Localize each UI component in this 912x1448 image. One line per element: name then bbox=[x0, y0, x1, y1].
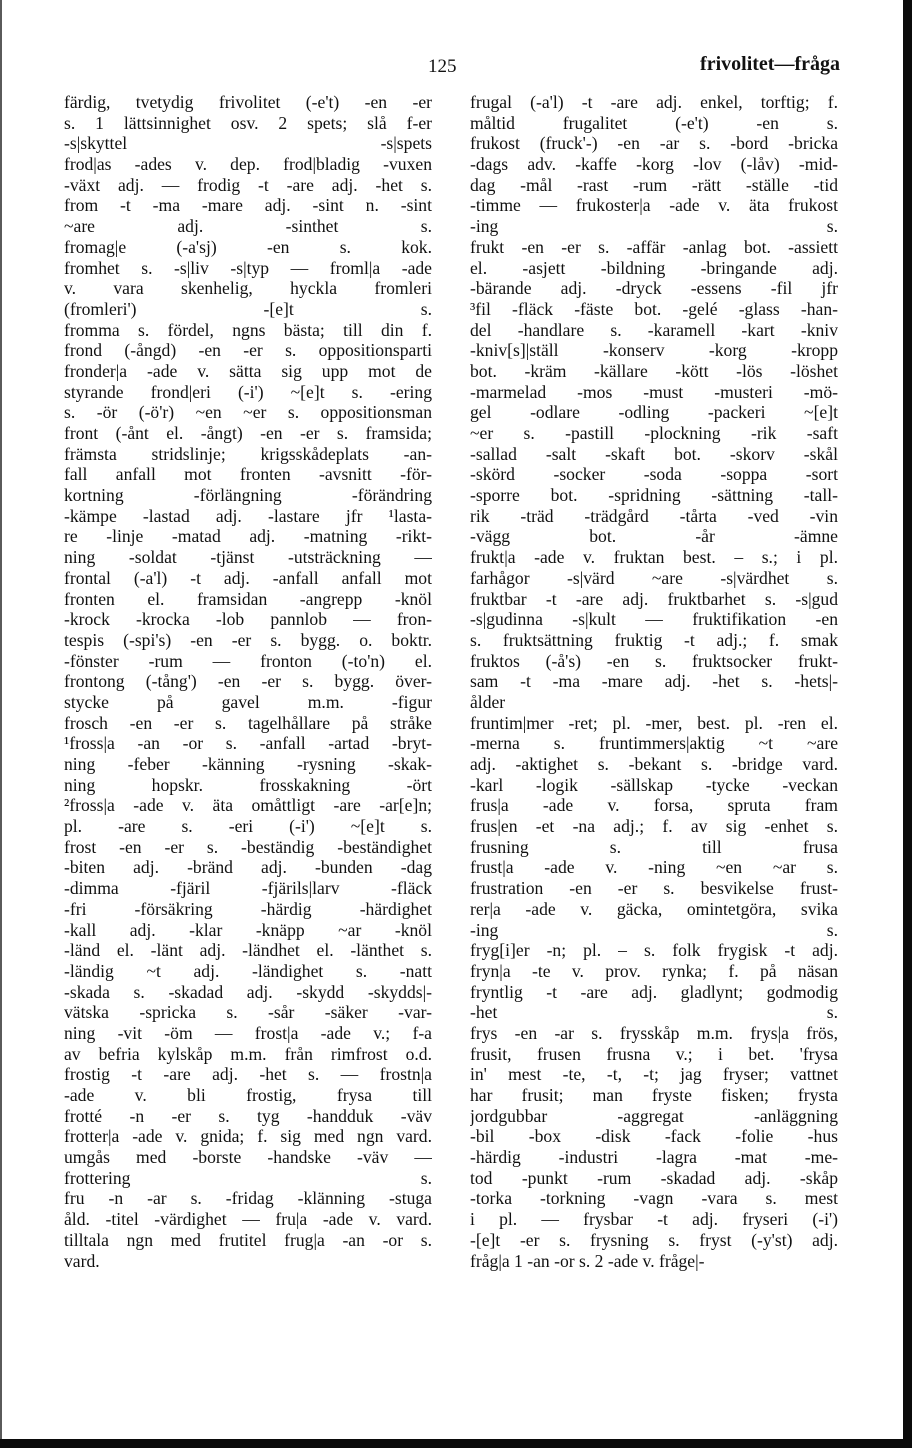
dictionary-line: -skada s. -skadad adj. -skydd -skydds|- bbox=[64, 981, 432, 1002]
dictionary-line: adj. -aktighet s. -bekant s. -bridge vard. bbox=[470, 754, 838, 774]
dictionary-line: v. vara skenhelig, hyckla fromleri bbox=[64, 278, 432, 299]
dictionary-line: fryn|a -te v. prov. rynka; f. på näsan bbox=[470, 960, 838, 981]
dictionary-line: s. 1 lättsinnighet osv. 2 spets; slå f-er bbox=[64, 112, 432, 133]
dictionary-line: frotter|a -ade v. gnida; f. sig med ngn vard. bbox=[64, 1126, 432, 1147]
dictionary-line: -bärande adj. -dryck -essens -fil jfr bbox=[470, 278, 838, 299]
dictionary-line: frukost (fruck'-) -en -ar s. -bord -bricka bbox=[470, 133, 838, 154]
right-column bbox=[470, 92, 838, 1271]
dictionary-line: -het s. bbox=[470, 1002, 838, 1023]
dictionary-line: frontong (-tång') -en -er s. bygg. över- bbox=[64, 671, 432, 692]
dictionary-line: fruntim|mer -ret; pl. -mer, best. pl. -ren el. bbox=[470, 712, 838, 733]
dictionary-line: frusit, frusen frusna v.; i bet. 'frysa bbox=[470, 1043, 838, 1064]
dictionary-line: ning -vit -öm — frost|a -ade v.; f-a bbox=[64, 1022, 432, 1043]
dictionary-line: ²fross|a -ade v. äta omåttligt -are -ar[e]n; bbox=[64, 795, 432, 816]
dictionary-line: -s|skyttel -s|spets bbox=[64, 133, 432, 154]
dictionary-line: frost -en -er s. -beständig -beständighet bbox=[64, 836, 432, 857]
dictionary-line: -kall adj. -klar -knäpp ~ar -knöl bbox=[64, 919, 432, 940]
dictionary-line: -ing s. bbox=[470, 216, 838, 237]
dictionary-line: -ländig ~t adj. -ländighet s. -natt bbox=[64, 960, 432, 981]
dictionary-line: främsta stridslinje; krigsskådeplats -an- bbox=[64, 443, 432, 464]
scan-edge-right bbox=[903, 0, 912, 1448]
dictionary-line: frust|a -ade v. -ning ~en ~ar s. bbox=[470, 857, 838, 878]
dictionary-line: (fromleri') -[e]t s. bbox=[64, 298, 432, 319]
dictionary-line: in' mest -te, -t, -t; jag fryser; vattnet bbox=[470, 1064, 838, 1085]
dictionary-line: s. -ör (-ö'r) ~en ~er s. oppositionsman bbox=[64, 402, 432, 423]
dictionary-line: fruktos (-å's) -en s. fruktsocker frukt- bbox=[470, 650, 838, 671]
dictionary-line: i pl. — frysbar -t adj. fryseri (-i') bbox=[470, 1209, 838, 1230]
dictionary-line: -s|gudinna -s|kult — fruktifikation -en bbox=[470, 609, 838, 630]
dictionary-line: ³fil -fläck -fäste bot. -gelé -glass -han- bbox=[470, 298, 838, 319]
dictionary-line: frugal (-a'l) -t -are adj. enkel, torftig; f. bbox=[470, 92, 838, 112]
dictionary-line: ¹fross|a -an -or s. -anfall -artad -bryt- bbox=[64, 733, 432, 754]
dictionary-line: -fönster -rum — fronton (-to'n) el. bbox=[64, 650, 432, 671]
dictionary-line: dag -mål -rast -rum -rätt -ställe -tid bbox=[470, 174, 838, 195]
dictionary-line: re -linje -matad adj. -matning -rikt- bbox=[64, 526, 432, 547]
dictionary-line: fronten el. framsidan -angrepp -knöl bbox=[64, 588, 432, 609]
dictionary-line: ning hopskr. frosskakning -ört bbox=[64, 774, 432, 795]
dictionary-line: åld. -titel -värdighet — fru|a -ade v. vard. bbox=[64, 1209, 432, 1230]
dictionary-line: -torka -torkning -vagn -vara s. mest bbox=[470, 1188, 838, 1209]
scan-edge-left bbox=[0, 0, 2, 1448]
dictionary-line: -dags adv. -kaffe -korg -lov (-låv) -mid- bbox=[470, 154, 838, 175]
dictionary-line: frottering s. bbox=[64, 1167, 432, 1188]
dictionary-line: -karl -logik -sällskap -tycke -veckan bbox=[470, 774, 838, 795]
dictionary-line: ~er s. -pastill -plockning -rik -saft bbox=[470, 423, 838, 443]
dictionary-line: -marmelad -mos -must -musteri -mö- bbox=[470, 381, 838, 402]
dictionary-line: -länd el. -länt adj. -ländhet el. -länthet s. bbox=[64, 940, 432, 961]
dictionary-line: fromag|e (-a'sj) -en s. kok. bbox=[64, 236, 432, 257]
dictionary-line: el. -asjett -bildning -bringande adj. bbox=[470, 257, 838, 278]
dictionary-line: tespis (-spi's) -en -er s. bygg. o. boktr. bbox=[64, 629, 432, 650]
page-number: 125 bbox=[428, 56, 457, 77]
dictionary-line: styrande frond|eri (-i') ~[e]t s. -ering bbox=[64, 381, 432, 402]
dictionary-line: tilltala ngn med frutitel frug|a -an -or s. bbox=[64, 1229, 432, 1250]
dictionary-line: -härdig -industri -lagra -mat -me- bbox=[470, 1147, 838, 1168]
dictionary-line: vätska -spricka s. -sår -säker -var- bbox=[64, 1002, 432, 1023]
dictionary-line: frosch -en -er s. tagelhållare på stråke bbox=[64, 712, 432, 733]
dictionary-line: sam -t -ma -mare adj. -het s. -hets|- bbox=[470, 671, 838, 692]
dictionary-line: -dimma -fjäril -fjärils|larv -fläck bbox=[64, 878, 432, 899]
dictionary-line: -växt adj. — frodig -t -are adj. -het s. bbox=[64, 174, 432, 195]
dictionary-line: -vägg bot. -år -ämne bbox=[470, 526, 838, 547]
dictionary-line: farhågor -s|värd ~are -s|värdhet s. bbox=[470, 567, 838, 588]
dictionary-line: fromhet s. -s|liv -s|typ — froml|a -ade bbox=[64, 257, 432, 278]
dictionary-line: frusning s. till frusa bbox=[470, 836, 838, 857]
dictionary-line: -merna s. fruntimmers|aktig ~t ~are bbox=[470, 733, 838, 754]
dictionary-line: fronder|a -ade v. sätta sig upp mot de bbox=[64, 360, 432, 381]
dictionary-line: ning -soldat -tjänst -utsträckning — bbox=[64, 547, 432, 568]
dictionary-line: del -handlare s. -karamell -kart -kniv bbox=[470, 319, 838, 340]
dictionary-line: fall anfall mot fronten -avsnitt -för- bbox=[64, 464, 432, 485]
dictionary-line: pl. -are s. -eri (-i') ~[e]t s. bbox=[64, 816, 432, 837]
dictionary-line: jordgubbar -aggregat -anläggning bbox=[470, 1105, 838, 1126]
dictionary-line: fromma s. fördel, ngns bästa; till din f. bbox=[64, 319, 432, 340]
dictionary-line: frod|as -ades v. dep. frod|bladig -vuxen bbox=[64, 154, 432, 175]
dictionary-line: umgås med -borste -handske -väv — bbox=[64, 1147, 432, 1168]
dictionary-line: frostig -t -are adj. -het s. — frostn|a bbox=[64, 1064, 432, 1085]
dictionary-line: rer|a -ade v. gäcka, omintetgöra, svika bbox=[470, 898, 838, 919]
scan-edge-bottom bbox=[0, 1439, 912, 1448]
dictionary-line: fryntlig -t -are adj. gladlynt; godmodig bbox=[470, 981, 838, 1002]
dictionary-line: fryg[i]er -n; pl. – s. folk frygisk -t adj. bbox=[470, 940, 838, 961]
dictionary-line: -krock -krocka -lob pannlob — fron- bbox=[64, 609, 432, 630]
dictionary-line: -fri -försäkring -härdig -härdighet bbox=[64, 898, 432, 919]
dictionary-line: frus|a -ade v. forsa, spruta fram bbox=[470, 795, 838, 816]
dictionary-line: frus|en -et -na adj.; f. av sig -enhet s. bbox=[470, 816, 838, 837]
dictionary-line: frukt -en -er s. -affär -anlag bot. -assiett bbox=[470, 236, 838, 257]
dictionary-line: frontal (-a'l) -t adj. -anfall anfall mot bbox=[64, 567, 432, 588]
dictionary-line: -sporre bot. -spridning -sättning -tall- bbox=[470, 485, 838, 506]
dictionary-line: ålder bbox=[470, 691, 506, 712]
dictionary-line: kortning -förlängning -förändring bbox=[64, 485, 432, 506]
dictionary-line: bot. -kräm -källare -kött -lös -löshet bbox=[470, 360, 838, 381]
dictionary-line: av befria kylskåp m.m. från rimfrost o.d. bbox=[64, 1043, 432, 1064]
dictionary-line: from -t -ma -mare adj. -sint n. -sint bbox=[64, 195, 432, 216]
dictionary-line: -sallad -salt -skaft bot. -skorv -skål bbox=[470, 443, 838, 464]
dictionary-line: frustration -en -er s. besvikelse frust- bbox=[470, 878, 838, 899]
dictionary-line: rik -träd -trädgård -tårta -ved -vin bbox=[470, 505, 838, 526]
dictionary-line: -[e]t -er s. frysning s. fryst (-y'st) adj. bbox=[470, 1229, 838, 1250]
dictionary-line: -ade v. bli frostig, frysa till bbox=[64, 1085, 432, 1105]
dictionary-line: har frusit; man fryste fisken; frysta bbox=[470, 1085, 838, 1105]
dictionary-line: fråg|a 1 -an -or s. 2 -ade v. fråge|- bbox=[470, 1250, 705, 1271]
dictionary-line: ~are adj. -sinthet s. bbox=[64, 216, 432, 237]
dictionary-line: frys -en -ar s. frysskåp m.m. frys|a frös, bbox=[470, 1022, 838, 1043]
dictionary-line: tod -punkt -rum -skadad adj. -skåp bbox=[470, 1167, 838, 1188]
dictionary-line: -timme — frukoster|a -ade v. äta frukost bbox=[470, 195, 838, 216]
running-head: frivolitet—fråga bbox=[700, 53, 840, 75]
dictionary-line: -skörd -socker -soda -soppa -sort bbox=[470, 464, 838, 485]
dictionary-line: ning -feber -känning -rysning -skak- bbox=[64, 754, 432, 774]
left-column bbox=[64, 92, 432, 1271]
dictionary-line: måltid frugalitet (-e't) -en s. bbox=[470, 112, 838, 133]
dictionary-line: -biten adj. -bränd adj. -bunden -dag bbox=[64, 857, 432, 878]
dictionary-line: -bil -box -disk -fack -folie -hus bbox=[470, 1126, 838, 1147]
dictionary-line: gel -odlare -odling -packeri ~[e]t bbox=[470, 402, 838, 423]
dictionary-line: -ing s. bbox=[470, 919, 838, 940]
dictionary-line: front (-ånt el. -ångt) -en -er s. framsida; bbox=[64, 423, 432, 443]
dictionary-line: frukt|a -ade v. fruktan best. – s.; i pl. bbox=[470, 547, 838, 568]
dictionary-line: fruktbar -t -are adj. fruktbarhet s. -s|gud bbox=[470, 588, 838, 609]
dictionary-line: färdig, tvetydig frivolitet (-e't) -en -er bbox=[64, 92, 432, 112]
dictionary-line: stycke på gavel m.m. -figur bbox=[64, 691, 432, 712]
dictionary-line: frond (-ångd) -en -er s. oppositionsparti bbox=[64, 340, 432, 361]
dictionary-line: -kämpe -lastad adj. -lastare jfr ¹lasta- bbox=[64, 505, 432, 526]
dictionary-line: -kniv[s]|ställ -konserv -korg -kropp bbox=[470, 340, 838, 361]
dictionary-line: s. fruktsättning fruktig -t adj.; f. smak bbox=[470, 629, 838, 650]
dictionary-line: frotté -n -er s. tyg -handduk -väv bbox=[64, 1105, 432, 1126]
dictionary-line: vard. bbox=[64, 1250, 100, 1271]
dictionary-line: fru -n -ar s. -fridag -klänning -stuga bbox=[64, 1188, 432, 1209]
